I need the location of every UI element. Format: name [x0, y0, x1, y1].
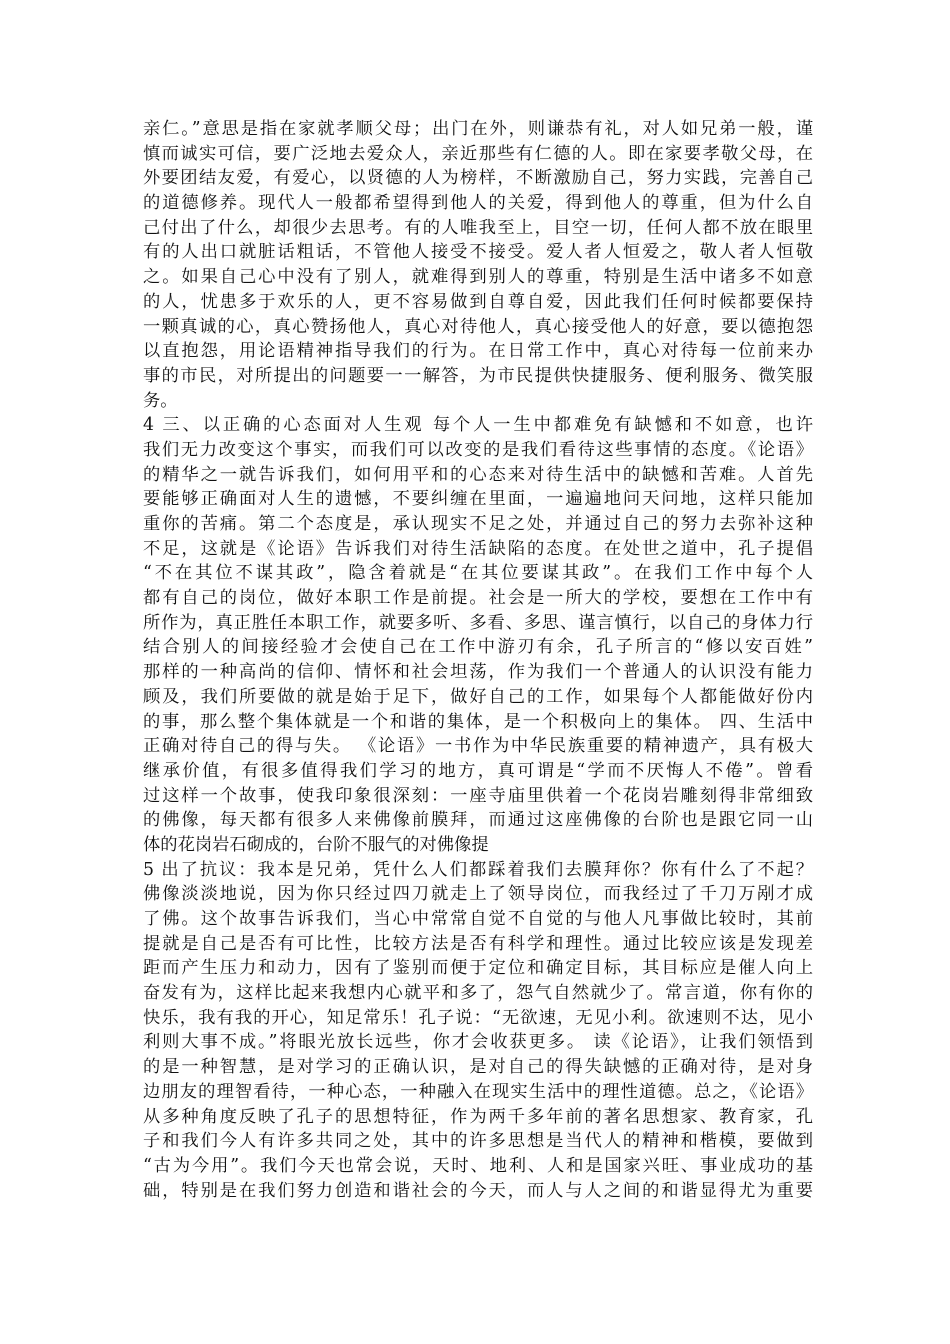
text-line: 的佛像，每天都有很多人来佛像前膜拜，而通过这座佛像的台阶也是跟它同一山 [143, 810, 813, 831]
text-line: 要能够正确面对人生的遗憾，不要纠缠在里面，一遍遍地问天问地，这样只能加 [143, 489, 813, 510]
text-line: 快乐，我有我的开心，知足常乐！孔子说：“无欲速，无见小利。欲速则不达，见小 [143, 1007, 813, 1028]
text-line: 子和我们今人有许多共同之处，其中的许多思想是当代人的精神和楷模，要做到 [143, 1131, 813, 1152]
text-line: 了佛。这个故事告诉我们，当心中常常自觉不自觉的与他人凡事做比较时，其前 [143, 909, 813, 929]
text-line: 继承价值，有很多值得我们学习的地方，真可谓是“学而不厌悔人不倦”。曾看 [143, 760, 813, 781]
text-line: 佛像淡淡地说，因为你只经过四刀就走上了领导岗位，而我经过了千刀万剐才成 [143, 884, 813, 905]
text-line: 的人，忧患多于欢乐的人，更不容易做到自尊自爱，因此我们任何时候都要保持 [143, 291, 813, 312]
text-line: 以直抱怨，用论语精神指导我们的行为。在日常工作中，真心对待每一位前来办 [143, 341, 813, 362]
text-line: 利则大事不成。”将眼光放长远些，你才会收获更多。 读《论语》，让我们领悟到 [143, 1032, 813, 1053]
text-line: 重你的苦痛。第二个态度是，承认现实不足之处，并通过自己的努力去弥补这种 [143, 514, 813, 534]
text-line: 都有自己的岗位，做好本职工作是前提。社会是一所大的学校，要想在工作中有 [143, 588, 813, 609]
text-line: 有的人出口就脏话粗话，不管他人接受不接受。爱人者人恒爱之，敬人者人恒敬 [143, 242, 813, 263]
text-line: 过这样一个故事，使我印象很深刻：一座寺庙里供着一个花岗岩雕刻得非常细致 [143, 785, 813, 806]
text-line: 的是一种智慧，是对学习的正确认识，是对自己的得失缺憾的正确对待，是对身 [143, 1057, 813, 1078]
text-line: 的精华之一就告诉我们，如何用平和的心态来对待生活中的缺憾和苦难。人首先 [143, 464, 813, 485]
text-line: 的事，那么整个集体就是一个和谐的集体，是一个积极向上的集体。 四、生活中 [143, 711, 813, 732]
text-line: 慎而诚实可信，要广泛地去爱众人，亲近那些有仁德的人。即在家要孝敬父母，在 [143, 143, 813, 164]
text-line: 我们无力改变这个事实，而我们可以改变的是我们看待这些事情的态度。《论语》 [143, 439, 813, 460]
text-line: 那样的一种高尚的信仰、情怀和社会坦荡，作为我们一个普通人的认识没有能力 [143, 662, 813, 683]
text-line: 外要团结友爱，有爱心，以贤德的人为榜样，不断激励自己，努力实践，完善自己 [143, 168, 813, 189]
text-line: 体的花岗岩石砌成的，台阶不服气的对佛像提 [143, 834, 489, 855]
text-line: “不在其位不谋其政”，隐含着就是“在其位要谋其政”。在我们工作中每个人 [143, 563, 813, 584]
text-line: 从多种角度反映了孔子的思想特征，作为两千多年前的著名思想家、教育家，孔 [143, 1106, 813, 1127]
text-line: 亲仁。”意思是指在家就孝顺父母；出门在外，则谦恭有礼，对人如兄弟一般，谨 [143, 119, 813, 139]
text-line: 提就是自己是否有可比性，比较方法是否有科学和理性。通过比较应该是发现差 [143, 933, 813, 954]
text-line: 一颗真诚的心，真心赞扬他人，真心对待他人，真心接受他人的好意，要以德抱怨 [143, 316, 813, 337]
text-line: 所作为，真正胜任本职工作，就要多听、多看、多思、谨言慎行，以自己的身体力行 [143, 612, 813, 633]
text-line: 础，特别是在我们努力创造和谐社会的今天，而人与人之间的和谐显得尤为重要 [143, 1180, 813, 1201]
text-line: 结合别人的间接经验才会使自己在工作中游刃有余，孔子所言的“修以安百姓” [143, 637, 813, 658]
text-line: 不足，这就是《论语》告诉我们对待生活缺陷的态度。在处世之道中，孔子提倡 [143, 538, 813, 559]
text-line: 正确对待自己的得与失。 《论语》一书作为中华民族重要的精神遗产，具有极大 [143, 736, 813, 757]
text-line: 边朋友的理智看待，一种心态，一种融入在现实生活中的理性道德。总之，《论语》 [143, 1081, 813, 1102]
text-line: 顾及，我们所要做的就是始于足下，做好自己的工作，如果每个人都能做好份内 [143, 686, 813, 707]
text-line: 之。如果自己心中没有了别人，就难得到别人的尊重，特别是生活中诸多不如意 [143, 267, 813, 288]
text-line: 己付出了什么，却很少去思考。有的人唯我至上，目空一切，任何人都不放在眼里 [143, 217, 813, 238]
text-line: 务。 [143, 390, 178, 411]
text-line: 事的市民，对所提出的问题要一一解答，为市民提供快捷服务、便利服务、微笑服 [143, 365, 813, 386]
text-line: 奋发有为，这样比起来我想内心就平和多了，怨气自然就少了。常言道，你有你的 [143, 983, 813, 1004]
text-line: 4 三、以正确的心态面对人生观 每个人一生中都难免有缺憾和不如意，也许 [143, 415, 813, 436]
document-body [143, 117, 813, 1203]
text-line: 距而产生压力和动力，因有了鉴别而便于定位和确定目标，其目标应是催人向上 [143, 958, 813, 979]
text-line: 5 出了抗议：我本是兄弟，凭什么人们都踩着我们去膜拜你？你有什么了不起？ [143, 859, 813, 880]
text-line: “古为今用”。我们今天也常会说，天时、地利、人和是国家兴旺、事业成功的基 [143, 1155, 813, 1176]
text-line: 的道德修养。现代人一般都希望得到他人的关爱，得到他人的尊重，但为什么自 [143, 193, 813, 214]
